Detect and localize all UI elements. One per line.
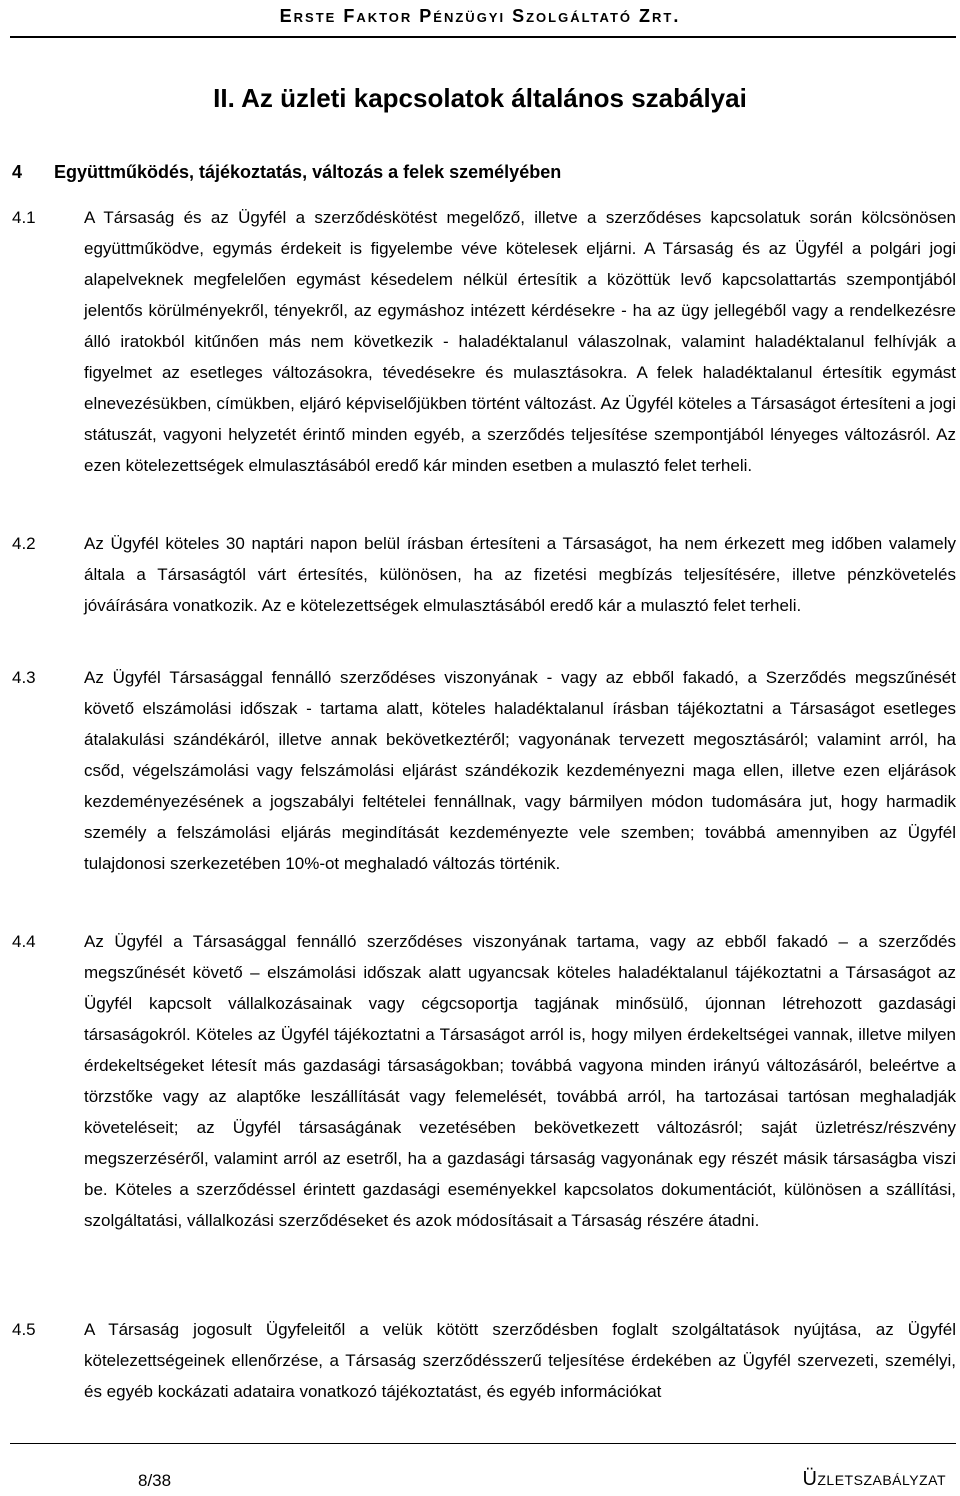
clause-text: A Társaság és az Ügyfél a szerződéskötést megelőző, illetve a szerződéses kapcsolatuk során kölcsönösen együttműködve, egymás érdekeit is figyelembe véve kötelesek eljárni. A Társaság és az Ügyfél a polgári jogi alapelveknek megfelelően egymást késedelem nélkül értesítik a közöttük levő kapcsolattartás szempontjából jelentős körülményekről, tényekről, az egymáshoz intézett kérdésekre - ha az ügy jellegéből vagy a rendelkezésre álló iratokból kitűnően más nem következik - haladéktalanul válaszolnak, valamint haladéktalanul felhívják a figyelmet az esetleges változásokra, tévedésekre és mulasztásokra. A felek haladéktalanul értesítik egymást elnevezésükben, címükben, eljáró képviselőjükben történt változást. Az Ügyfél köteles a Társaságot értesíteni a jogi státuszát, vagyoni helyzetét érintő minden egyéb, a szerződés teljesítése szempontjából lényeges változásról. Az ezen kötelezettségek elmulasztásából eredő kár minden esetben a mulasztó felet terheli. [84,208,956,475]
clause-text: Az Ügyfél köteles 30 naptári napon belül írásban értesíteni a Társaságot, ha nem érkezett meg időben valamely általa a Társaságtól várt értesítés, különösen, ha az fizetési megbízás teljesítésére, illetve pénzkövetelés jóváírására vonatkozik. Az e kötelezettségek elmulasztásából eredő kár a mulasztó felet terheli. [84,534,956,615]
clause [12,926,956,1236]
clause-text: A Társaság jogosult Ügyfeleitől a velük kötött szerződésben foglalt szolgáltatások nyújtása, az Ügyfél kötelezettségeinek ellenőrzése, a Társaság szerződésszerű teljesítése érdekében az Ügyfél szervezeti, személyi, és egyéb kockázati adataira vonatkozó tájékoztatást, és egyéb információkat [84,1320,956,1401]
section-number: 4 [12,162,23,182]
clause-number: 4.3 [12,668,36,687]
clause [12,528,956,621]
footer-divider [10,1443,956,1444]
clause-number: 4.4 [12,932,36,951]
footer-document-title: Üzletszabályzat [802,1468,946,1490]
section-title: Együttműködés, tájékoztatás, változás a felek személyében [54,162,562,182]
chapter-title: II. Az üzleti kapcsolatok általános szabályai [213,83,747,113]
clause-number: 4.2 [12,534,36,553]
clause-text: Az Ügyfél a Társasággal fennálló szerződéses viszonyának tartama, vagy az ebből fakadó – a szerződés megszűnését követő – elszámolási időszak alatt ugyancsak köteles haladéktalanul tájékoztatni a Társaságot az Ügyfél kapcsolt vállalkozásainak vagy cégcsoportja tagjának minősülő, újonnan létrehozott gazdasági társaságokról. Köteles az Ügyfél tájékoztatni a Társaságot arról is, hogy milyen érdekeltségei vannak, illetve milyen érdekeltségeket létesít más gazdasági társaságokban; továbbá vagyona minden irányú változásáról, beleértve a törzstőke vagy az alaptőke leszállítását vagy felemelését, továbbá arról, ha tartozásai tartósan meghaladják követeléseit; az Ügyfél társaságának vezetésében bekövetkezett változásról; saját üzletrész/részvény megszerzéséről, valamint arról az esetről, ha a gazdasági társaság vagyonának egy részét másik társaságba viszi be. Köteles a szerződéssel érintett gazdasági eseményekkel kapcsolatos dokumentációt, különösen a szállítási, szolgáltatási, vállalkozási szerződéseket és azok módosításait a Társaság részére átadni. [84,932,956,1230]
clause-number: 4.5 [12,1320,36,1339]
clause [12,662,956,879]
section-heading [12,160,952,184]
clause-number: 4.1 [12,208,36,227]
clause [12,202,956,481]
clause-text: Az Ügyfél Társasággal fennálló szerződéses viszonyának - vagy az ebből fakadó, a Szerződés megszűnését követő elszámolási időszak - tartama alatt, köteles haladéktalanul írásban tájékoztatni a Társaságot esetleges átalakulási szándékáról, illetve annak bekövetkeztéről; vagyonának tervezett megosztásáról; valamint arról, ha csőd, végelszámolási vagy felszámolási eljárást szándékozik kezdeményezni maga ellen, illetve ezen eljárások kezdeményezésének a jogszabályi feltételei fennállnak, vagy bármilyen módon tudomására jut, hogy harmadik személy a felszámolási eljárás megindítását kezdeményezte vele szemben; továbbá amennyiben az Ügyfél tulajdonosi szerkezetében 10%-ot meghaladó változás történik. [84,668,956,873]
header-divider [10,36,956,38]
page-header: Erste Faktor Pénzügyi Szolgáltató Zrt. [279,6,681,26]
page-number: 8/38 [138,1471,172,1490]
clause [12,1314,956,1407]
